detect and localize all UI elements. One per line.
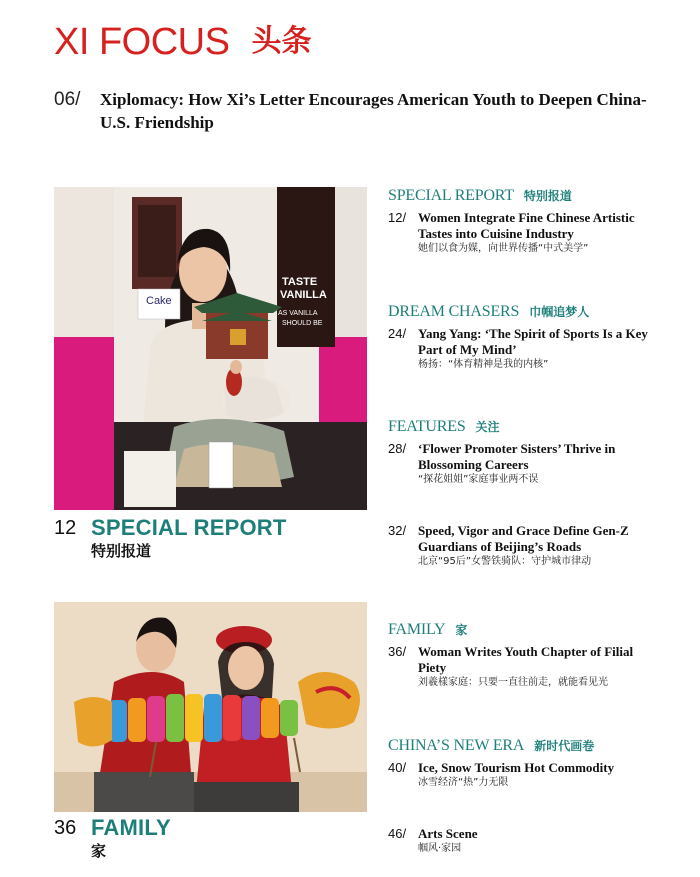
article-item[interactable]: [388, 523, 688, 569]
article-title: Yang Yang: ‘The Spirit of Sports Is a Key Part of My Mind’: [418, 326, 648, 357]
article-item[interactable]: [388, 644, 688, 690]
article-title: Ice, Snow Tourism Hot Commodity: [418, 760, 615, 775]
sign-cake: Cake: [146, 295, 172, 307]
article-subtitle-cn: 冰雪经济“热”力无限: [418, 777, 509, 788]
article-subtitle-cn: “探花姐姐”家庭事业两不误: [418, 474, 539, 485]
section-name-en: DREAM CHASERS: [388, 303, 520, 320]
article-title: ‘Flower Promoter Sisters’ Thrive in Blossoming Careers: [418, 441, 616, 472]
lead-article-number: 06/: [54, 89, 81, 110]
family-page-number: 36: [54, 817, 77, 839]
section-name-en: FAMILY: [388, 621, 446, 638]
section-heading: [388, 187, 688, 205]
article-number: 32/: [388, 523, 407, 538]
article-title: Speed, Vigor and Grace Define Gen-Z Guardians of Beijing’s Roads: [418, 523, 629, 554]
section-name-en: SPECIAL REPORT: [388, 187, 514, 204]
article-item[interactable]: [388, 210, 688, 256]
article-number: 46/: [388, 826, 407, 841]
section-heading: [388, 418, 688, 436]
article-number: 24/: [388, 326, 407, 341]
page-header: [54, 18, 311, 62]
article-subtitle-cn: 刘羲樣家庭：只要一直往前走，就能看见光: [418, 677, 608, 688]
section-dream-chasers: [388, 303, 688, 372]
article-item[interactable]: [388, 441, 688, 487]
section-name-en: FEATURES: [388, 418, 466, 435]
family-heading[interactable]: FAMILY: [91, 815, 171, 840]
section-name-cn: 家: [455, 623, 468, 637]
article-subtitle-cn: 帼风·家园: [418, 843, 462, 854]
section-name-cn: 巾帼追梦人: [529, 305, 590, 319]
section-family: [388, 621, 688, 690]
article-subtitle-cn: 她们以食为媒，向世界传播“中式美学”: [418, 243, 589, 254]
article-subtitle-cn: 北京“95后”女警铁骑队：守护城市律动: [418, 556, 592, 567]
sign-as-vanilla: AS VANILLA: [278, 310, 318, 317]
article-item[interactable]: [388, 826, 688, 856]
header-title-en: XI FOCUS: [54, 21, 230, 63]
header-title-cn: 头条: [251, 24, 312, 59]
special-report-heading[interactable]: SPECIAL REPORT: [91, 515, 287, 540]
lead-article-title[interactable]: Xiplomacy: How Xi’s Letter Encourages American Youth to Deepen China-U.S. Friendship: [100, 90, 647, 132]
section-heading: [388, 737, 688, 755]
article-item[interactable]: [388, 326, 688, 372]
section-heading: [388, 621, 688, 639]
section-arts-scene: [388, 821, 688, 856]
article-item[interactable]: [388, 760, 688, 790]
section-special-report: [388, 187, 688, 256]
sign-vanilla: VANILLA: [280, 289, 327, 301]
article-title: Woman Writes Youth Chapter of Filial Piety: [418, 644, 634, 675]
section-heading: [388, 303, 688, 321]
special-report-photo-art: [54, 187, 367, 510]
family-photo[interactable]: [54, 602, 367, 812]
article-number: 12/: [388, 210, 407, 225]
special-report-page-number: 12: [54, 517, 77, 539]
sign-taste: TASTE: [282, 276, 318, 288]
article-number: 40/: [388, 760, 407, 775]
section-name-cn: 关注: [475, 420, 500, 434]
section-name-cn: 特别报道: [523, 189, 572, 203]
section-features: [388, 418, 688, 569]
sign-should-be: SHOULD BE: [282, 320, 323, 327]
section-name-cn: 新时代画卷: [534, 739, 595, 753]
section-chinas-new-era: [388, 737, 688, 790]
article-number: 36/: [388, 644, 407, 659]
article-title: Arts Scene: [418, 826, 478, 841]
article-subtitle-cn: 杨扬：“体育精神是我的内核”: [418, 359, 549, 370]
special-report-heading-cn: 特别报道: [91, 542, 152, 560]
family-photo-art: [54, 602, 367, 812]
article-number: 28/: [388, 441, 407, 456]
special-report-photo[interactable]: [54, 187, 367, 510]
article-title: Women Integrate Fine Chinese Artistic Tastes into Cuisine Industry: [418, 210, 635, 241]
section-name-en: CHINA’S NEW ERA: [388, 737, 525, 754]
family-heading-cn: 家: [91, 842, 107, 860]
